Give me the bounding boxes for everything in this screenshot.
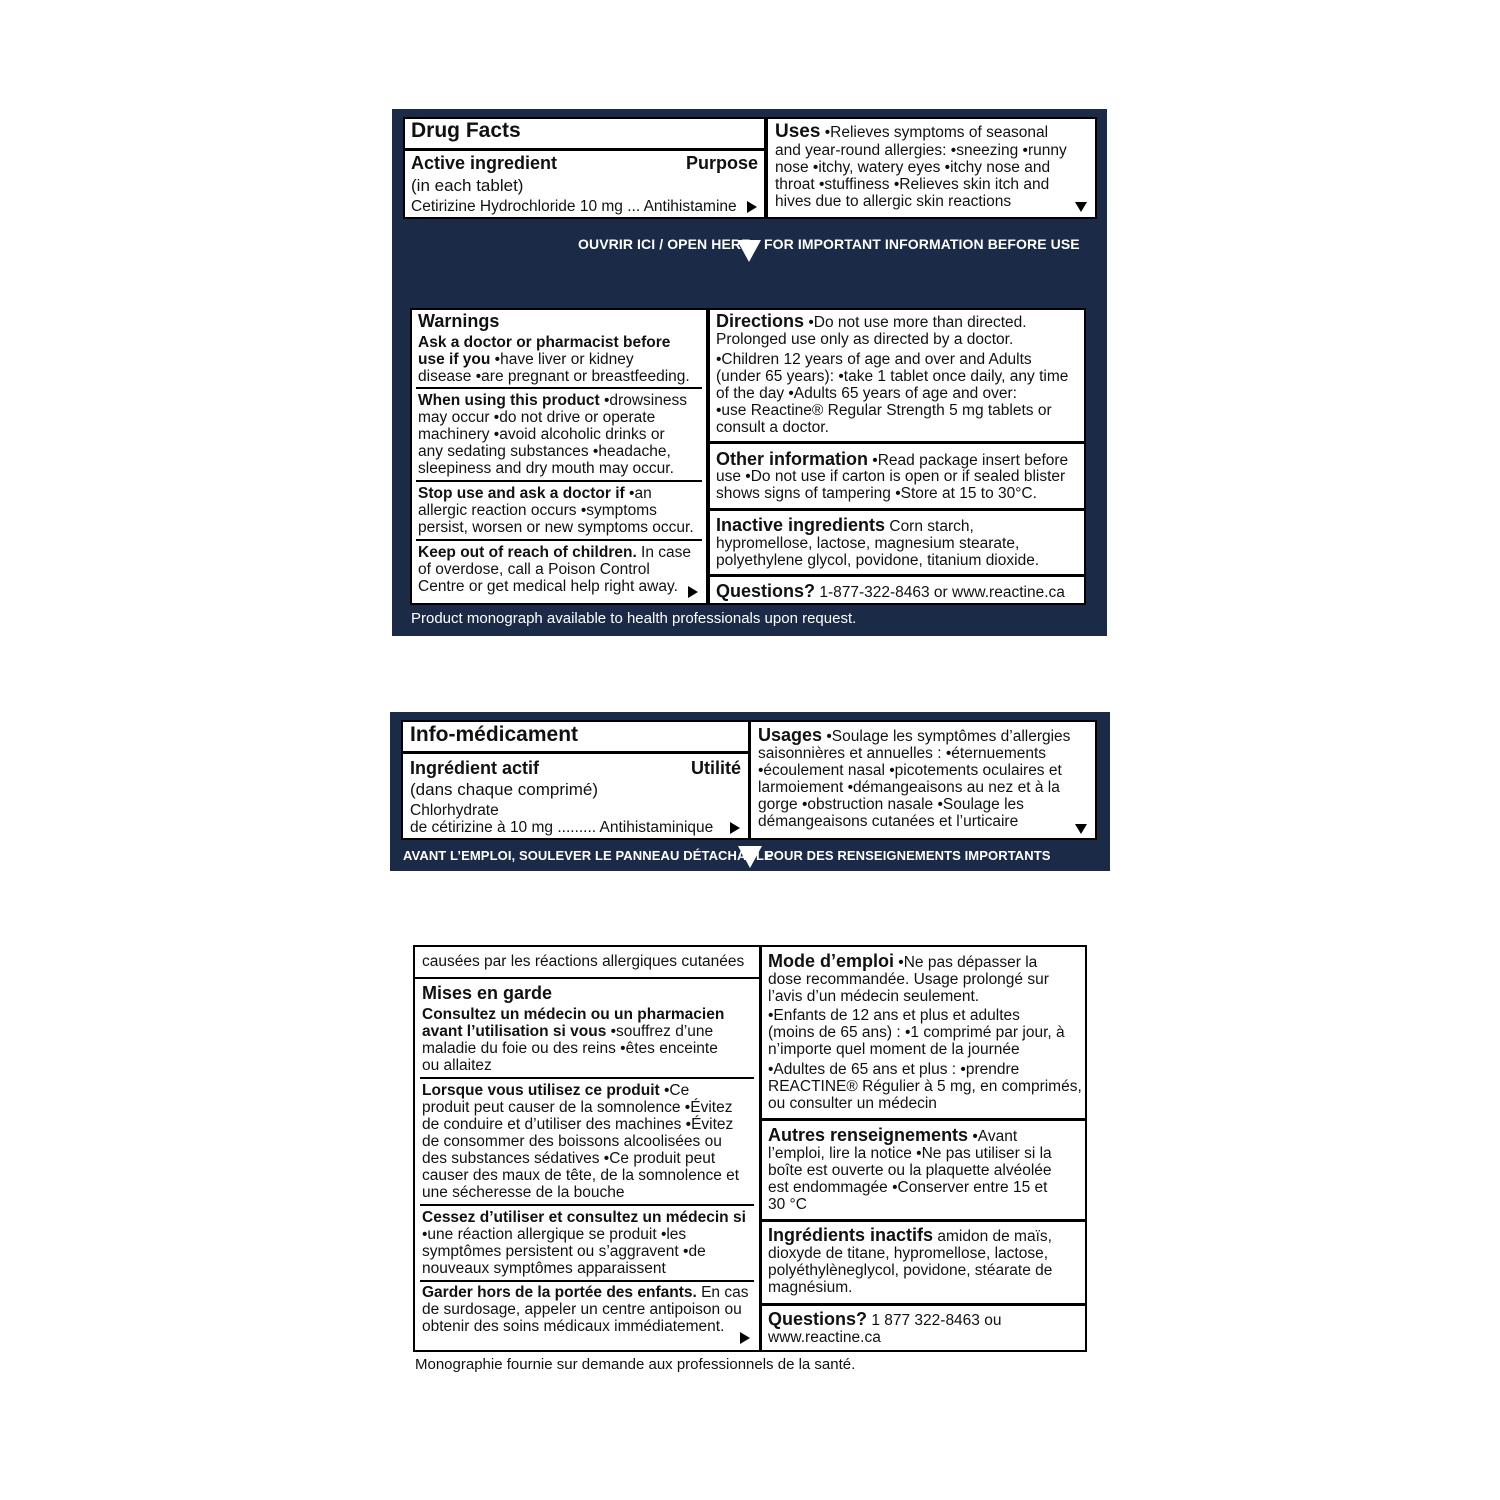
open-here-triangle-icon xyxy=(737,240,761,262)
arrow-right-icon xyxy=(688,586,698,598)
fr-stop-line-1: symptômes persistent ou s’aggravent •de xyxy=(422,1243,706,1260)
fr-inactive-line-1: polyéthylèneglycol, povidone, stéarate de xyxy=(768,1262,1053,1279)
arrow-down-icon xyxy=(1075,824,1087,834)
stop-bold: Stop use and ask a doctor if xyxy=(418,485,625,502)
fr-per-unit: (dans chaque comprimé) xyxy=(410,780,599,799)
directions-line-0: Prolonged use only as directed by a doctor. xyxy=(716,331,1014,348)
open-here-label: OUVRIR ICI / OPEN HERE xyxy=(578,236,751,252)
fr-when-rest: •Ce xyxy=(659,1082,690,1099)
usages-heading: Usages xyxy=(758,725,823,745)
fr-open-triangle-icon xyxy=(738,846,762,868)
fr-keep-line xyxy=(422,1284,748,1301)
arrow-right-icon xyxy=(730,822,740,834)
uses-line-1: and year-round allergies: •sneezing •runny xyxy=(775,142,1067,159)
directions-line-4: •use Reactine® Regular Strength 5 mg tablets or xyxy=(716,402,1052,419)
autres-line-1: boîte est ouverte ou la plaquette alvéolée xyxy=(768,1162,1052,1179)
mode-line-6: REACTINE® Régulier à 5 mg, en comprimés, xyxy=(768,1078,1082,1095)
keep-rest: In case xyxy=(636,544,692,561)
warnings-divider xyxy=(416,480,702,482)
fr-divider xyxy=(413,977,761,979)
questions-text: 1-877-322-8463 or www.reactine.ca xyxy=(815,584,1065,601)
active-ingredient-heading: Active ingredient xyxy=(411,153,558,173)
arrow-right-icon xyxy=(747,201,757,213)
mode-line-4: n’importe quel moment de la journée xyxy=(768,1041,1020,1058)
fr-when-line xyxy=(422,1082,689,1099)
directions-line-2: (under 65 years): •take 1 tablet once daily, any time xyxy=(716,368,1069,385)
directions-line-5: consult a doctor. xyxy=(716,419,829,436)
other-first-text: •Read package insert before xyxy=(868,452,1069,469)
ingredient-line: Cetirizine Hydrochloride 10 mg ... Antihistamine xyxy=(411,198,737,215)
uses-line-2: nose •itchy, watery eyes •itchy nose and xyxy=(775,159,1051,176)
fr-questions-url: www.reactine.ca xyxy=(768,1329,881,1346)
important-info-label: FOR IMPORTANT INFORMATION BEFORE USE xyxy=(764,236,1080,252)
ask-bold-2: use if you xyxy=(418,351,491,368)
arrow-right-icon xyxy=(740,1332,750,1344)
fr-ingredient-line-2: de cétirizine à 10 mg ......... Antihistaminique xyxy=(410,819,714,836)
fr-keep-bold: Garder hors de la portée des enfants. xyxy=(422,1284,697,1301)
fr-when-line-5: une sécheresse de la bouche xyxy=(422,1184,625,1201)
stop-line xyxy=(418,485,652,502)
ask-rest-1: •have liver or kidney xyxy=(490,351,634,368)
keep-bold: Keep out of reach of children. xyxy=(418,544,637,561)
fr-stop-line-0: •une réaction allergique se produit •les xyxy=(422,1226,687,1243)
mode-line-5: •Adultes de 65 ans et plus : •prendre xyxy=(768,1061,1020,1078)
stop-line-1: persist, worsen or new symptoms occur. xyxy=(418,519,694,536)
fr-inactive-heading: Ingrédients inactifs xyxy=(768,1225,934,1245)
fr-banner-right: POUR DES RENSEIGNEMENTS IMPORTANTS xyxy=(765,848,1051,863)
directions-heading: Directions xyxy=(716,311,805,331)
fr-when-line-4: causer des maux de tête, de la somnolence et xyxy=(422,1167,740,1184)
uses-line-0: •Relieves symptoms of seasonal xyxy=(824,124,1049,141)
purpose-heading: Purpose xyxy=(686,153,759,173)
fr-inactive-line-2: magnésium. xyxy=(768,1279,853,1296)
fr-questions-line xyxy=(768,1311,1001,1329)
questions-line xyxy=(716,583,1065,601)
usages-line-3: gorge •obstruction nasale •Soulage les xyxy=(758,796,1024,813)
fr-inactive-first-text: amidon de maïs, xyxy=(933,1228,1052,1245)
mode-line-0: dose recommandée. Usage prolongé sur xyxy=(768,971,1049,988)
inactive-heading: Inactive ingredients xyxy=(716,515,886,535)
directions-first-text: •Do not use more than directed. xyxy=(804,314,1027,331)
usages-line-0: saisonnières et annuelles : •éternuements xyxy=(758,745,1047,762)
when-rest: •drowsiness xyxy=(599,392,687,409)
directions-line-1: •Children 12 years of age and over and Adults xyxy=(716,351,1032,368)
mode-heading: Mode d’emploi xyxy=(768,951,894,971)
mode-first xyxy=(768,953,1037,971)
fr-divider xyxy=(420,1204,754,1206)
arrow-down-icon xyxy=(1075,202,1087,212)
fr-questions-heading: Questions? xyxy=(768,1309,868,1329)
monograph-note: Product monograph available to health professionals upon request. xyxy=(411,610,857,627)
usages-first-text: •Soulage les symptômes d’allergies xyxy=(822,728,1071,745)
when-line-2: any sedating substances •headache, xyxy=(418,443,671,460)
usages-line-4: démangeaisons cutanées et l’urticaire xyxy=(758,813,1019,830)
fr-divider xyxy=(420,1280,754,1282)
inactive-first-text: Corn starch, xyxy=(885,518,974,535)
mode-line-3: (moins de 65 ans) : •1 comprimé par jour, à xyxy=(768,1024,1065,1041)
warnings-divider xyxy=(416,387,702,389)
fr-keep-rest: En cas xyxy=(696,1284,749,1301)
fr-inactive-line-0: dioxyde de titane, hypromellose, lactose, xyxy=(768,1245,1049,1262)
fr-when-line-3: des substances sédatives •Ce produit peut xyxy=(422,1150,716,1167)
usages-line-1: •écoulement nasal •picotements oculaires et xyxy=(758,762,1062,779)
uses-line-4: hives due to allergic skin reactions xyxy=(775,193,1012,210)
when-bold: When using this product xyxy=(418,392,600,409)
uses-heading: Uses xyxy=(775,121,821,142)
fr-ask-line xyxy=(422,1023,713,1040)
directions-line-3: of the day •Adults 65 years of age and over: xyxy=(716,385,1017,402)
ask-rest-2: disease •are pregnant or breastfeeding. xyxy=(418,368,690,385)
fr-stop-bold: Cessez d’utiliser et consultez un médecin si xyxy=(422,1209,746,1226)
autres-line-2: est endommagée •Conserver entre 15 et xyxy=(768,1179,1048,1196)
drug-facts-title: Drug Facts xyxy=(411,119,521,142)
fr-ask-line-0: maladie du foie ou des reins •êtes enceinte xyxy=(422,1040,718,1057)
utilite-heading: Utilité xyxy=(691,758,742,778)
stop-line-0: allergic reaction occurs •symptoms xyxy=(418,502,657,519)
uses-text xyxy=(775,123,1048,141)
uses-line-3: throat •stuffiness •Relieves skin itch and xyxy=(775,176,1050,193)
autres-heading: Autres renseignements xyxy=(768,1125,969,1145)
fr-ask-bold-1: Consultez un médecin ou un pharmacien xyxy=(422,1006,725,1023)
mode-first-text: •Ne pas dépasser la xyxy=(894,954,1038,971)
inactive-line-1: polyethylene glycol, povidone, titanium dioxide. xyxy=(716,552,1040,569)
when-line-0: may occur •do not drive or operate xyxy=(418,409,656,426)
inactive-first xyxy=(716,517,974,535)
fr-when-line-1: de conduire et d’utiliser des machines •Évitez xyxy=(422,1116,734,1133)
fr-keep-line-1: obtenir des soins médicaux immédiatement. xyxy=(422,1318,725,1335)
autres-line-0: l’emploi, lire la notice •Ne pas utiliser si la xyxy=(768,1145,1052,1162)
fr-keep-line-0: de surdosage, appeler un centre antipoison ou xyxy=(422,1301,742,1318)
fr-banner-left: AVANT L’EMPLOI, SOULEVER LE PANNEAU DÉTACHABLE xyxy=(403,848,773,863)
fr-inactive-first xyxy=(768,1227,1052,1245)
other-line-1: shows signs of tampering •Store at 15 to 30°C. xyxy=(716,485,1037,502)
usages-line-2: larmoiement •démangeaisons au nez et à la xyxy=(758,779,1060,796)
other-line-0: use •Do not use if carton is open or if sealed blister xyxy=(716,468,1066,485)
autres-line-3: 30 °C xyxy=(768,1196,807,1213)
questions-heading: Questions? xyxy=(716,581,816,601)
keep-line-0: of overdose, call a Poison Control xyxy=(418,561,650,578)
autres-first-text: •Avant xyxy=(968,1128,1018,1145)
per-unit: (in each tablet) xyxy=(411,176,524,195)
fr-when-bold: Lorsque vous utilisez ce produit xyxy=(422,1082,660,1099)
warnings-divider xyxy=(416,539,702,541)
fr-ingredient-line-1: Chlorhydrate xyxy=(410,802,499,819)
keep-line xyxy=(418,544,691,561)
autres-first xyxy=(768,1127,1017,1145)
other-first xyxy=(716,451,1068,469)
fr-ask-rest: •souffrez d’une xyxy=(606,1023,714,1040)
ask-bold-1: Ask a doctor or pharmacist before xyxy=(418,334,671,351)
mode-line-2: •Enfants de 12 ans et plus et adultes xyxy=(768,1007,1020,1024)
ingredient-actif-heading: Ingrédient actif xyxy=(410,758,540,778)
other-heading: Other information xyxy=(716,449,868,469)
fr-questions-text: 1 877 322-8463 ou xyxy=(867,1312,1002,1329)
fr-when-line-2: de consommer des boissons alcoolisées ou xyxy=(422,1133,722,1150)
directions-first xyxy=(716,313,1027,331)
fr-ask-bold-2: avant l’utilisation si vous xyxy=(422,1023,607,1040)
usages-first xyxy=(758,727,1070,745)
inactive-line-0: hypromellose, lactose, magnesium stearate, xyxy=(716,535,1020,552)
keep-line-1: Centre or get medical help right away. xyxy=(418,578,678,595)
fr-divider xyxy=(420,1077,754,1079)
mode-line-1: l’avis d’un médecin seulement. xyxy=(768,988,980,1005)
fr-ask-line-1: ou allaitez xyxy=(422,1057,492,1074)
stop-rest: •an xyxy=(624,485,652,502)
fr-monograph-note: Monographie fournie sur demande aux professionnels de la santé. xyxy=(415,1356,856,1373)
when-line-3: sleepiness and dry mouth may occur. xyxy=(418,460,674,477)
warnings-heading: Warnings xyxy=(418,311,500,331)
info-medicament-title: Info-médicament xyxy=(410,723,579,746)
fr-when-line-0: produit peut causer de la somnolence •Évitez xyxy=(422,1099,733,1116)
when-line xyxy=(418,392,687,409)
ask-line-1 xyxy=(418,351,634,368)
fr-stop-line-2: nouveaux symptômes apparaissent xyxy=(422,1260,666,1277)
mises-en-garde-heading: Mises en garde xyxy=(422,983,553,1003)
when-line-1: machinery •avoid alcoholic drinks or xyxy=(418,426,665,443)
mode-line-7: ou consulter un médecin xyxy=(768,1095,937,1112)
fr-continuation: causées par les réactions allergiques cutanées xyxy=(422,953,745,970)
